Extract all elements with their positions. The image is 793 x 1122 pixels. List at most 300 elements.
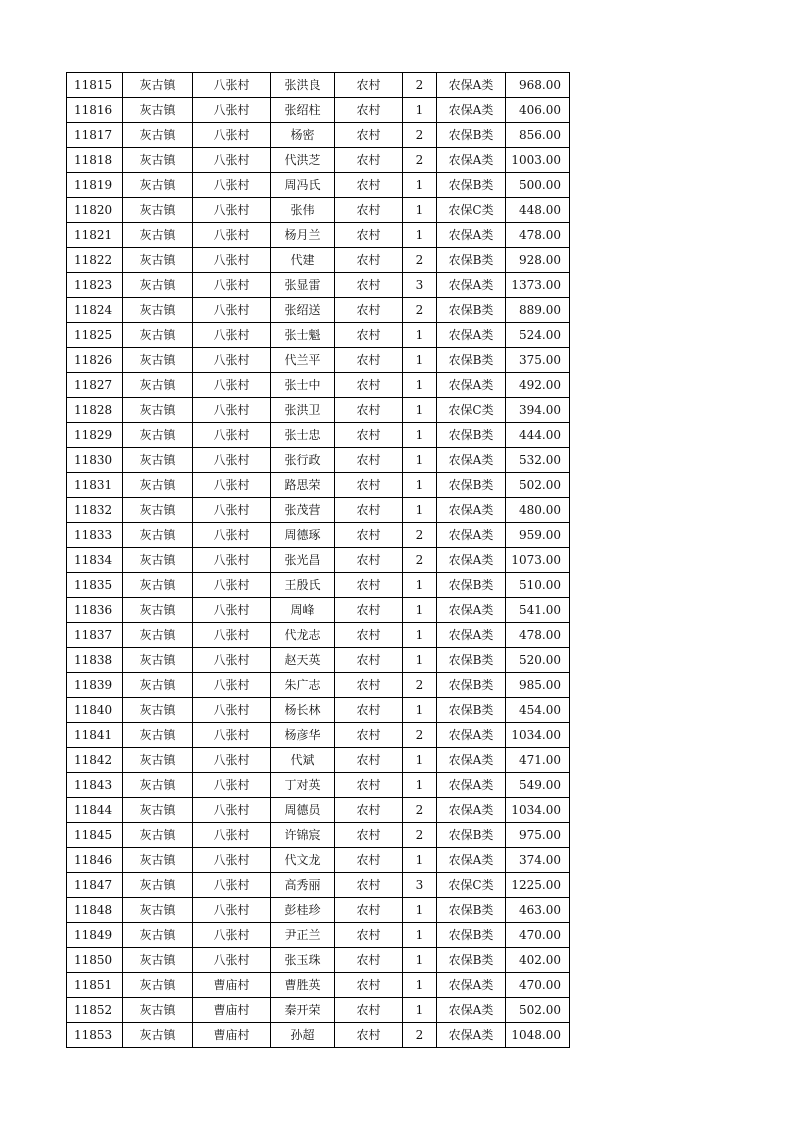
count-cell: 1 <box>403 973 437 998</box>
count-cell: 3 <box>403 873 437 898</box>
town-cell: 灰古镇 <box>123 73 193 98</box>
category-cell: 农保A类 <box>437 998 506 1023</box>
village-cell: 曹庙村 <box>193 998 271 1023</box>
category-cell: 农保A类 <box>437 848 506 873</box>
category-cell: 农保A类 <box>437 373 506 398</box>
town-cell: 灰古镇 <box>123 973 193 998</box>
amount-cell: 471.00 <box>506 748 570 773</box>
id-cell: 11851 <box>67 973 123 998</box>
village-cell: 八张村 <box>193 948 271 973</box>
type-cell: 农村 <box>335 548 403 573</box>
name-cell: 代龙志 <box>271 623 335 648</box>
table-body <box>67 73 570 1048</box>
id-cell: 11819 <box>67 173 123 198</box>
name-cell: 杨月兰 <box>271 223 335 248</box>
amount-cell: 1225.00 <box>506 873 570 898</box>
count-cell: 1 <box>403 323 437 348</box>
table-row <box>67 223 570 248</box>
table-row <box>67 248 570 273</box>
name-cell: 张洪卫 <box>271 398 335 423</box>
amount-cell: 541.00 <box>506 598 570 623</box>
data-table <box>66 72 570 1048</box>
category-cell: 农保A类 <box>437 773 506 798</box>
count-cell: 1 <box>403 773 437 798</box>
village-cell: 八张村 <box>193 73 271 98</box>
count-cell: 1 <box>403 398 437 423</box>
name-cell: 孙超 <box>271 1023 335 1048</box>
amount-cell: 448.00 <box>506 198 570 223</box>
count-cell: 1 <box>403 598 437 623</box>
category-cell: 农保B类 <box>437 123 506 148</box>
town-cell: 灰古镇 <box>123 848 193 873</box>
category-cell: 农保A类 <box>437 148 506 173</box>
category-cell: 农保B类 <box>437 948 506 973</box>
count-cell: 1 <box>403 898 437 923</box>
village-cell: 八张村 <box>193 798 271 823</box>
type-cell: 农村 <box>335 923 403 948</box>
town-cell: 灰古镇 <box>123 548 193 573</box>
amount-cell: 444.00 <box>506 423 570 448</box>
amount-cell: 394.00 <box>506 398 570 423</box>
type-cell: 农村 <box>335 773 403 798</box>
type-cell: 农村 <box>335 348 403 373</box>
village-cell: 八张村 <box>193 148 271 173</box>
type-cell: 农村 <box>335 123 403 148</box>
town-cell: 灰古镇 <box>123 123 193 148</box>
category-cell: 农保B类 <box>437 298 506 323</box>
table-row <box>67 373 570 398</box>
table-row <box>67 798 570 823</box>
name-cell: 路思荣 <box>271 473 335 498</box>
village-cell: 八张村 <box>193 748 271 773</box>
village-cell: 八张村 <box>193 373 271 398</box>
count-cell: 1 <box>403 623 437 648</box>
name-cell: 张绍柱 <box>271 98 335 123</box>
amount-cell: 1003.00 <box>506 148 570 173</box>
type-cell: 农村 <box>335 448 403 473</box>
table-row <box>67 348 570 373</box>
category-cell: 农保B类 <box>437 423 506 448</box>
category-cell: 农保A类 <box>437 1023 506 1048</box>
count-cell: 2 <box>403 123 437 148</box>
id-cell: 11837 <box>67 623 123 648</box>
town-cell: 灰古镇 <box>123 823 193 848</box>
amount-cell: 985.00 <box>506 673 570 698</box>
category-cell: 农保C类 <box>437 198 506 223</box>
town-cell: 灰古镇 <box>123 623 193 648</box>
village-cell: 曹庙村 <box>193 973 271 998</box>
town-cell: 灰古镇 <box>123 998 193 1023</box>
table-row <box>67 848 570 873</box>
village-cell: 八张村 <box>193 773 271 798</box>
amount-cell: 480.00 <box>506 498 570 523</box>
amount-cell: 549.00 <box>506 773 570 798</box>
village-cell: 八张村 <box>193 598 271 623</box>
town-cell: 灰古镇 <box>123 223 193 248</box>
type-cell: 农村 <box>335 298 403 323</box>
town-cell: 灰古镇 <box>123 798 193 823</box>
amount-cell: 502.00 <box>506 473 570 498</box>
name-cell: 张玉珠 <box>271 948 335 973</box>
village-cell: 八张村 <box>193 323 271 348</box>
amount-cell: 478.00 <box>506 623 570 648</box>
id-cell: 11848 <box>67 898 123 923</box>
name-cell: 周德琢 <box>271 523 335 548</box>
table-row <box>67 148 570 173</box>
category-cell: 农保A类 <box>437 748 506 773</box>
town-cell: 灰古镇 <box>123 873 193 898</box>
count-cell: 1 <box>403 748 437 773</box>
town-cell: 灰古镇 <box>123 673 193 698</box>
village-cell: 八张村 <box>193 873 271 898</box>
category-cell: 农保A类 <box>437 598 506 623</box>
town-cell: 灰古镇 <box>123 648 193 673</box>
type-cell: 农村 <box>335 973 403 998</box>
name-cell: 赵天英 <box>271 648 335 673</box>
count-cell: 1 <box>403 348 437 373</box>
table-row <box>67 398 570 423</box>
table-row <box>67 1023 570 1048</box>
name-cell: 高秀丽 <box>271 873 335 898</box>
amount-cell: 532.00 <box>506 448 570 473</box>
town-cell: 灰古镇 <box>123 898 193 923</box>
id-cell: 11843 <box>67 773 123 798</box>
town-cell: 灰古镇 <box>123 948 193 973</box>
table-row <box>67 523 570 548</box>
name-cell: 曹胜英 <box>271 973 335 998</box>
town-cell: 灰古镇 <box>123 198 193 223</box>
category-cell: 农保B类 <box>437 698 506 723</box>
village-cell: 八张村 <box>193 723 271 748</box>
village-cell: 曹庙村 <box>193 1023 271 1048</box>
village-cell: 八张村 <box>193 823 271 848</box>
type-cell: 农村 <box>335 373 403 398</box>
amount-cell: 510.00 <box>506 573 570 598</box>
table-row <box>67 273 570 298</box>
village-cell: 八张村 <box>193 123 271 148</box>
category-cell: 农保B类 <box>437 648 506 673</box>
count-cell: 1 <box>403 698 437 723</box>
village-cell: 八张村 <box>193 448 271 473</box>
category-cell: 农保B类 <box>437 248 506 273</box>
amount-cell: 959.00 <box>506 523 570 548</box>
village-cell: 八张村 <box>193 198 271 223</box>
village-cell: 八张村 <box>193 98 271 123</box>
id-cell: 11841 <box>67 723 123 748</box>
table-row <box>67 973 570 998</box>
amount-cell: 402.00 <box>506 948 570 973</box>
village-cell: 八张村 <box>193 648 271 673</box>
id-cell: 11815 <box>67 73 123 98</box>
table-row <box>67 873 570 898</box>
table-row <box>67 198 570 223</box>
table-row <box>67 98 570 123</box>
type-cell: 农村 <box>335 898 403 923</box>
name-cell: 张显雷 <box>271 273 335 298</box>
table-row <box>67 998 570 1023</box>
category-cell: 农保B类 <box>437 573 506 598</box>
amount-cell: 1373.00 <box>506 273 570 298</box>
amount-cell: 520.00 <box>506 648 570 673</box>
type-cell: 农村 <box>335 573 403 598</box>
village-cell: 八张村 <box>193 298 271 323</box>
id-cell: 11846 <box>67 848 123 873</box>
type-cell: 农村 <box>335 823 403 848</box>
count-cell: 1 <box>403 423 437 448</box>
id-cell: 11821 <box>67 223 123 248</box>
name-cell: 代洪芝 <box>271 148 335 173</box>
id-cell: 11839 <box>67 673 123 698</box>
name-cell: 代斌 <box>271 748 335 773</box>
village-cell: 八张村 <box>193 673 271 698</box>
count-cell: 2 <box>403 148 437 173</box>
table-row <box>67 723 570 748</box>
table-row <box>67 648 570 673</box>
count-cell: 3 <box>403 273 437 298</box>
table-row <box>67 298 570 323</box>
id-cell: 11829 <box>67 423 123 448</box>
village-cell: 八张村 <box>193 348 271 373</box>
type-cell: 农村 <box>335 148 403 173</box>
category-cell: 农保A类 <box>437 448 506 473</box>
name-cell: 尹正兰 <box>271 923 335 948</box>
table-row <box>67 548 570 573</box>
town-cell: 灰古镇 <box>123 273 193 298</box>
town-cell: 灰古镇 <box>123 373 193 398</box>
count-cell: 1 <box>403 998 437 1023</box>
type-cell: 农村 <box>335 198 403 223</box>
name-cell: 张伟 <box>271 198 335 223</box>
count-cell: 2 <box>403 248 437 273</box>
village-cell: 八张村 <box>193 173 271 198</box>
village-cell: 八张村 <box>193 698 271 723</box>
id-cell: 11844 <box>67 798 123 823</box>
category-cell: 农保A类 <box>437 73 506 98</box>
table-row <box>67 823 570 848</box>
amount-cell: 470.00 <box>506 973 570 998</box>
amount-cell: 1034.00 <box>506 723 570 748</box>
amount-cell: 470.00 <box>506 923 570 948</box>
amount-cell: 889.00 <box>506 298 570 323</box>
id-cell: 11831 <box>67 473 123 498</box>
town-cell: 灰古镇 <box>123 398 193 423</box>
amount-cell: 524.00 <box>506 323 570 348</box>
type-cell: 农村 <box>335 473 403 498</box>
id-cell: 11850 <box>67 948 123 973</box>
name-cell: 代建 <box>271 248 335 273</box>
type-cell: 农村 <box>335 98 403 123</box>
category-cell: 农保C类 <box>437 873 506 898</box>
category-cell: 农保B类 <box>437 173 506 198</box>
town-cell: 灰古镇 <box>123 173 193 198</box>
id-cell: 11849 <box>67 923 123 948</box>
village-cell: 八张村 <box>193 573 271 598</box>
name-cell: 张行政 <box>271 448 335 473</box>
name-cell: 周德员 <box>271 798 335 823</box>
amount-cell: 478.00 <box>506 223 570 248</box>
type-cell: 农村 <box>335 173 403 198</box>
village-cell: 八张村 <box>193 898 271 923</box>
count-cell: 1 <box>403 498 437 523</box>
amount-cell: 856.00 <box>506 123 570 148</box>
village-cell: 八张村 <box>193 473 271 498</box>
category-cell: 农保B类 <box>437 348 506 373</box>
name-cell: 周峰 <box>271 598 335 623</box>
category-cell: 农保A类 <box>437 98 506 123</box>
count-cell: 2 <box>403 823 437 848</box>
id-cell: 11835 <box>67 573 123 598</box>
type-cell: 农村 <box>335 698 403 723</box>
amount-cell: 968.00 <box>506 73 570 98</box>
count-cell: 2 <box>403 1023 437 1048</box>
table-row <box>67 673 570 698</box>
id-cell: 11826 <box>67 348 123 373</box>
amount-cell: 375.00 <box>506 348 570 373</box>
id-cell: 11853 <box>67 1023 123 1048</box>
id-cell: 11820 <box>67 198 123 223</box>
town-cell: 灰古镇 <box>123 773 193 798</box>
type-cell: 农村 <box>335 748 403 773</box>
table-row <box>67 598 570 623</box>
table-row <box>67 473 570 498</box>
table-row <box>67 898 570 923</box>
id-cell: 11818 <box>67 148 123 173</box>
count-cell: 2 <box>403 73 437 98</box>
category-cell: 农保B类 <box>437 923 506 948</box>
town-cell: 灰古镇 <box>123 1023 193 1048</box>
village-cell: 八张村 <box>193 548 271 573</box>
town-cell: 灰古镇 <box>123 748 193 773</box>
type-cell: 农村 <box>335 723 403 748</box>
count-cell: 2 <box>403 523 437 548</box>
id-cell: 11838 <box>67 648 123 673</box>
amount-cell: 374.00 <box>506 848 570 873</box>
table-row <box>67 623 570 648</box>
name-cell: 代文龙 <box>271 848 335 873</box>
count-cell: 1 <box>403 98 437 123</box>
amount-cell: 928.00 <box>506 248 570 273</box>
name-cell: 张茂营 <box>271 498 335 523</box>
category-cell: 农保A类 <box>437 273 506 298</box>
count-cell: 2 <box>403 723 437 748</box>
id-cell: 11827 <box>67 373 123 398</box>
count-cell: 1 <box>403 223 437 248</box>
type-cell: 农村 <box>335 648 403 673</box>
category-cell: 农保A类 <box>437 623 506 648</box>
amount-cell: 1048.00 <box>506 1023 570 1048</box>
id-cell: 11836 <box>67 598 123 623</box>
category-cell: 农保B类 <box>437 823 506 848</box>
name-cell: 张绍送 <box>271 298 335 323</box>
name-cell: 秦开荣 <box>271 998 335 1023</box>
name-cell: 王殷氏 <box>271 573 335 598</box>
amount-cell: 502.00 <box>506 998 570 1023</box>
type-cell: 农村 <box>335 873 403 898</box>
town-cell: 灰古镇 <box>123 248 193 273</box>
table-row <box>67 73 570 98</box>
village-cell: 八张村 <box>193 923 271 948</box>
town-cell: 灰古镇 <box>123 298 193 323</box>
count-cell: 1 <box>403 573 437 598</box>
amount-cell: 492.00 <box>506 373 570 398</box>
category-cell: 农保A类 <box>437 548 506 573</box>
type-cell: 农村 <box>335 323 403 348</box>
town-cell: 灰古镇 <box>123 323 193 348</box>
count-cell: 1 <box>403 848 437 873</box>
id-cell: 11842 <box>67 748 123 773</box>
id-cell: 11830 <box>67 448 123 473</box>
type-cell: 农村 <box>335 598 403 623</box>
table-row <box>67 498 570 523</box>
count-cell: 2 <box>403 548 437 573</box>
type-cell: 农村 <box>335 848 403 873</box>
type-cell: 农村 <box>335 1023 403 1048</box>
id-cell: 11834 <box>67 548 123 573</box>
category-cell: 农保A类 <box>437 223 506 248</box>
count-cell: 1 <box>403 173 437 198</box>
count-cell: 2 <box>403 673 437 698</box>
village-cell: 八张村 <box>193 423 271 448</box>
town-cell: 灰古镇 <box>123 423 193 448</box>
count-cell: 1 <box>403 923 437 948</box>
village-cell: 八张村 <box>193 248 271 273</box>
type-cell: 农村 <box>335 673 403 698</box>
table-row <box>67 923 570 948</box>
amount-cell: 406.00 <box>506 98 570 123</box>
count-cell: 1 <box>403 373 437 398</box>
name-cell: 杨彦华 <box>271 723 335 748</box>
category-cell: 农保A类 <box>437 973 506 998</box>
name-cell: 张士忠 <box>271 423 335 448</box>
name-cell: 丁对英 <box>271 773 335 798</box>
id-cell: 11828 <box>67 398 123 423</box>
category-cell: 农保A类 <box>437 798 506 823</box>
town-cell: 灰古镇 <box>123 473 193 498</box>
town-cell: 灰古镇 <box>123 573 193 598</box>
type-cell: 农村 <box>335 398 403 423</box>
amount-cell: 454.00 <box>506 698 570 723</box>
id-cell: 11852 <box>67 998 123 1023</box>
name-cell: 代兰平 <box>271 348 335 373</box>
table-row <box>67 448 570 473</box>
town-cell: 灰古镇 <box>123 148 193 173</box>
town-cell: 灰古镇 <box>123 98 193 123</box>
type-cell: 农村 <box>335 948 403 973</box>
village-cell: 八张村 <box>193 848 271 873</box>
table-row <box>67 748 570 773</box>
town-cell: 灰古镇 <box>123 523 193 548</box>
type-cell: 农村 <box>335 798 403 823</box>
name-cell: 周冯氏 <box>271 173 335 198</box>
town-cell: 灰古镇 <box>123 448 193 473</box>
type-cell: 农村 <box>335 423 403 448</box>
category-cell: 农保B类 <box>437 898 506 923</box>
type-cell: 农村 <box>335 223 403 248</box>
name-cell: 杨密 <box>271 123 335 148</box>
town-cell: 灰古镇 <box>123 698 193 723</box>
type-cell: 农村 <box>335 273 403 298</box>
amount-cell: 975.00 <box>506 823 570 848</box>
village-cell: 八张村 <box>193 273 271 298</box>
count-cell: 1 <box>403 948 437 973</box>
amount-cell: 463.00 <box>506 898 570 923</box>
table-row <box>67 773 570 798</box>
category-cell: 农保A类 <box>437 323 506 348</box>
id-cell: 11822 <box>67 248 123 273</box>
id-cell: 11832 <box>67 498 123 523</box>
category-cell: 农保B类 <box>437 673 506 698</box>
count-cell: 1 <box>403 198 437 223</box>
